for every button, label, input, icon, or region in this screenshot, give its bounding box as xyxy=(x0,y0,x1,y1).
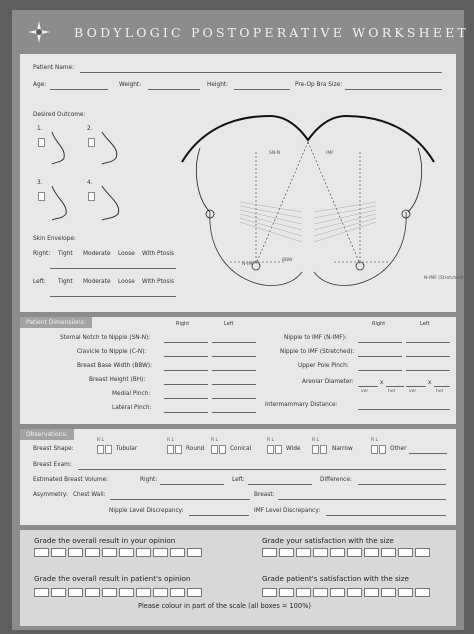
round-r-checkbox[interactable] xyxy=(167,445,174,454)
n-imf-stretched-left-field[interactable] xyxy=(406,356,450,357)
right-column-header: Right xyxy=(176,321,190,327)
breast-exam-field[interactable] xyxy=(78,469,446,470)
n-imf-right-field[interactable] xyxy=(358,342,402,343)
medial-pinch-left-field[interactable] xyxy=(212,398,256,399)
sn-n-left-field[interactable] xyxy=(212,342,256,343)
diagram-label-imf: IMF xyxy=(326,151,334,156)
skin-envelope-label: Skin Envelope: xyxy=(33,236,76,242)
volume-right-field[interactable] xyxy=(160,484,224,485)
upper-pole-right-field[interactable] xyxy=(358,370,402,371)
medial-pinch-right-field[interactable] xyxy=(164,398,208,399)
n-imf-label: Nipple to IMF (N-IMF): xyxy=(284,335,347,341)
areola-right-hor-field[interactable] xyxy=(386,386,404,387)
shape-wide: Wide xyxy=(286,446,301,452)
page-title: BODYLOGIC POSTOPERATIVE WORKSHEET xyxy=(74,25,469,40)
tubular-r-checkbox[interactable] xyxy=(97,445,104,454)
weight-field[interactable] xyxy=(148,89,200,90)
lateral-pinch-label: Lateral Pinch: xyxy=(112,405,152,411)
skin-left-tight[interactable]: Tight xyxy=(58,279,73,285)
shape-conical: Conical xyxy=(230,446,252,452)
bh-label: Breast Height (BH): xyxy=(89,377,146,383)
other-shape-field[interactable] xyxy=(409,453,447,454)
n-imf-stretched-right-field[interactable] xyxy=(358,356,402,357)
difference-field[interactable] xyxy=(358,484,446,485)
height-label: Height: xyxy=(207,82,229,88)
areola-sub-2: hor xyxy=(388,389,396,394)
patient-name-field[interactable] xyxy=(80,72,442,73)
grade-overall-patient-label: Grade the overall result in patient's opinion xyxy=(34,574,191,583)
breast-asym-field[interactable] xyxy=(278,499,446,500)
bodylogic-cross-logo-icon xyxy=(28,21,50,43)
sn-n-label: Sternal Notch to Nipple (SN-N): xyxy=(60,335,151,341)
diagram-label-sn-n: SN-N xyxy=(269,151,281,156)
areola-left-hor-field[interactable] xyxy=(434,386,450,387)
areola-sub-1: ver xyxy=(361,389,369,394)
diagram-label-n-imf-stretched: N-IMF (Stretched) xyxy=(424,276,464,281)
conical-l-checkbox[interactable] xyxy=(219,445,226,454)
outcome-checkbox-3[interactable] xyxy=(38,192,45,201)
torso-measurement-diagram xyxy=(170,102,450,294)
imf-discrepancy-field[interactable] xyxy=(326,515,446,516)
rl-label: R L xyxy=(267,438,275,443)
skin-right-tight[interactable]: Tight xyxy=(58,251,73,257)
grading-instruction: Please colour in part of the scale (all boxes = 100%) xyxy=(138,602,311,610)
outcome-checkbox-1[interactable] xyxy=(38,138,45,147)
breast-shape-label: Breast Shape: xyxy=(33,446,74,452)
diagram-label-n-imf: N-IMF xyxy=(242,262,255,267)
patient-dimensions-tab: Patient Dimensions: xyxy=(20,317,92,328)
c-n-right-field[interactable] xyxy=(164,356,208,357)
weight-label: Weight: xyxy=(119,82,142,88)
areola-right-x: x xyxy=(380,380,384,386)
bbw-right-field[interactable] xyxy=(164,370,208,371)
n-imf-left-field[interactable] xyxy=(406,342,450,343)
desired-outcome-label: Desired Outcome: xyxy=(33,112,86,118)
breast-volume-label: Estimated Breast Volume: xyxy=(33,477,109,483)
skin-left-label: Left: xyxy=(33,279,46,285)
conical-r-checkbox[interactable] xyxy=(211,445,218,454)
skin-left-field[interactable] xyxy=(50,296,176,297)
asymmetry-label: Asymmetry: xyxy=(33,492,68,498)
other-r-checkbox[interactable] xyxy=(371,445,378,454)
areola-right-ver-field[interactable] xyxy=(358,386,378,387)
chest-wall-field[interactable] xyxy=(110,499,250,500)
medial-pinch-label: Medial Pinch: xyxy=(112,391,151,397)
areola-sub-3: ver xyxy=(409,389,417,394)
grade-overall-patient-scale[interactable] xyxy=(34,588,202,597)
n-imf-stretched-label: Nipple to IMF (Stretched): xyxy=(280,349,355,355)
grading-panel xyxy=(20,530,456,626)
nipple-discrepancy-field[interactable] xyxy=(189,515,249,516)
skin-left-ptosis[interactable]: With Ptosis xyxy=(142,279,174,285)
imf-discrepancy-label: IMF Level Discrepancy: xyxy=(254,508,321,514)
header xyxy=(12,10,469,50)
rl-label: R L xyxy=(312,438,320,443)
skin-right-label: Right: xyxy=(33,251,51,257)
breast-profile-icon xyxy=(98,184,124,222)
age-label: Age: xyxy=(33,82,47,88)
breast-asym-label: Breast: xyxy=(254,492,275,498)
shape-narrow: Narrow xyxy=(332,446,353,452)
bra-size-label: Pre-Op Bra Size: xyxy=(295,82,343,88)
breast-exam-label: Breast Exam: xyxy=(33,462,72,468)
grade-overall-surgeon-scale[interactable] xyxy=(34,548,202,557)
outcome-checkbox-2[interactable] xyxy=(88,138,95,147)
age-field[interactable] xyxy=(50,89,108,90)
upper-pole-pinch-label: Upper Pole Pinch: xyxy=(298,363,349,369)
shape-tubular: Tubular xyxy=(116,446,138,452)
lateral-pinch-right-field[interactable] xyxy=(164,412,208,413)
rl-label: R L xyxy=(371,438,379,443)
bbw-label: Breast Base Width (BBW): xyxy=(77,363,153,369)
right-column-header-2: Right xyxy=(372,321,386,327)
left-column-header: Left xyxy=(224,321,234,327)
breast-profile-icon xyxy=(48,184,72,222)
patient-dimensions-panel xyxy=(20,317,456,424)
areola-left-ver-field[interactable] xyxy=(406,386,426,387)
observations-tab: Observations: xyxy=(20,429,74,440)
narrow-l-checkbox[interactable] xyxy=(320,445,327,454)
sn-n-right-field[interactable] xyxy=(164,342,208,343)
shape-round: Round xyxy=(186,446,205,452)
outcome-checkbox-4[interactable] xyxy=(88,192,95,201)
wide-r-checkbox[interactable] xyxy=(267,445,274,454)
breast-profile-icon xyxy=(48,130,70,166)
intermammary-label: Intermammary Distance: xyxy=(265,402,338,408)
wide-l-checkbox[interactable] xyxy=(275,445,282,454)
grade-size-patient-label: Grade patient's satisfaction with the size xyxy=(262,574,409,583)
skin-left-moderate[interactable]: Moderate xyxy=(83,279,111,285)
areola-sub-4: hor xyxy=(436,389,444,394)
volume-right-label: Right: xyxy=(140,477,158,483)
patient-name-label: Patient Name: xyxy=(33,65,75,71)
upper-pole-left-field[interactable] xyxy=(406,370,450,371)
rl-label: R L xyxy=(167,438,175,443)
skin-right-field[interactable] xyxy=(50,268,176,269)
volume-left-label: Left: xyxy=(232,477,245,483)
skin-left-loose[interactable]: Loose xyxy=(118,279,135,285)
grade-size-patient-scale[interactable] xyxy=(262,588,430,597)
diagram-label-bbw: BBW xyxy=(282,258,293,263)
observations-panel xyxy=(20,429,456,525)
chest-wall-label: Chest Wall: xyxy=(73,492,106,498)
shape-other: Other xyxy=(390,446,407,452)
intermammary-field[interactable] xyxy=(358,409,450,410)
bbw-left-field[interactable] xyxy=(212,370,256,371)
nipple-discrepancy-label: Nipple Level Discrepancy: xyxy=(109,508,184,514)
bh-right-field[interactable] xyxy=(164,384,208,385)
areola-left-x: x xyxy=(428,380,432,386)
bra-size-field[interactable] xyxy=(345,89,442,90)
lateral-pinch-left-field[interactable] xyxy=(212,412,256,413)
grade-size-surgeon-scale[interactable] xyxy=(262,548,430,557)
rl-label: R L xyxy=(97,438,105,443)
patient-info-panel: Patient Name: Age: Weight: Height: Pre-Op Bra Size: Desired Outcome: 1. 2. 3. 4. Skin Envelope: Right: Tight Moderate Loose With Ptosis Left: Tight Moderate Loose With Ptosis SN-N IMF BBW N-IMF N-IMF (Stretched) xyxy=(20,54,456,312)
left-column-header-2: Left xyxy=(420,321,430,327)
other-l-checkbox[interactable] xyxy=(379,445,386,454)
grade-overall-surgeon-label: Grade the overall result in your opinion xyxy=(34,536,176,545)
volume-left-field[interactable] xyxy=(248,484,312,485)
skin-right-moderate[interactable]: Moderate xyxy=(83,251,111,257)
areolar-diameter-label: Areolar Diameter: xyxy=(302,379,354,385)
narrow-r-checkbox[interactable] xyxy=(312,445,319,454)
c-n-left-field[interactable] xyxy=(212,356,256,357)
skin-right-loose[interactable]: Loose xyxy=(118,251,135,257)
rl-label: R L xyxy=(211,438,219,443)
grade-size-surgeon-label: Grade your satisfaction with the size xyxy=(262,536,394,545)
c-n-label: Clavicle to Nipple (C-N): xyxy=(77,349,147,355)
tubular-l-checkbox[interactable] xyxy=(105,445,112,454)
skin-right-ptosis[interactable]: With Ptosis xyxy=(142,251,174,257)
bh-left-field[interactable] xyxy=(212,384,256,385)
round-l-checkbox[interactable] xyxy=(175,445,182,454)
difference-label: Difference: xyxy=(320,477,352,483)
breast-profile-icon xyxy=(98,130,122,166)
height-field[interactable] xyxy=(234,89,290,90)
